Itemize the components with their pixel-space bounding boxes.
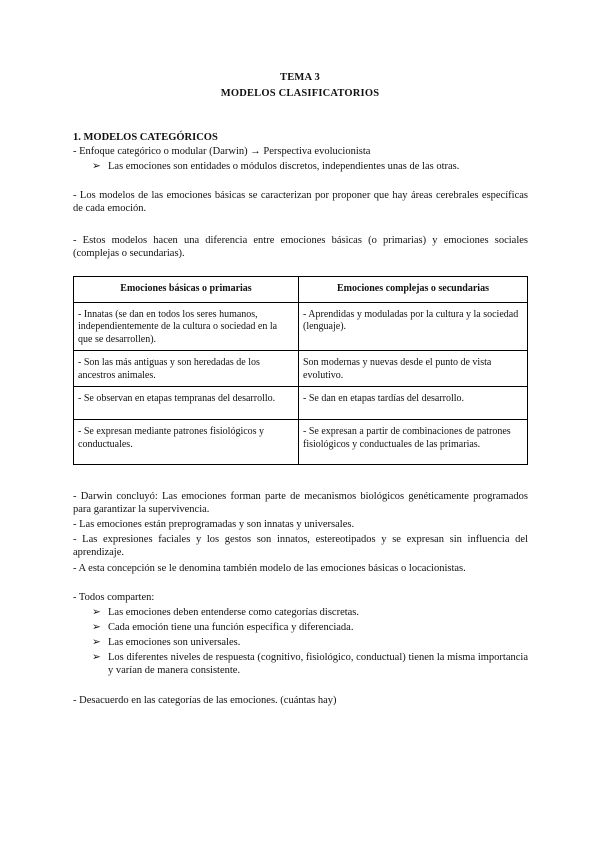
table-cell: - Se expresan a partir de combinaciones de patrones fisiológicos y conductuales de las primarias.	[299, 420, 528, 465]
arrow-bullet-icon: ➢	[92, 622, 101, 633]
arrow-bullet-icon: ➢	[92, 607, 101, 618]
table-header-row	[74, 277, 528, 303]
approach-bullet: Las emociones son entidades o módulos discretos, independientes unas de las otras.	[108, 161, 460, 172]
paragraph-areas: - Los modelos de las emociones básicas se caracterizan por proponer que hay áreas cerebrales específicas de cada emoción.	[73, 190, 528, 214]
list-item: Las emociones son universales.	[108, 637, 241, 648]
emotions-table	[73, 276, 528, 465]
list-item: Cada emoción tiene una función específica y diferenciada.	[108, 622, 354, 633]
table-cell: - Aprendidas y moduladas por la cultura y la sociedad (lenguaje).	[299, 302, 528, 351]
table-cell: - Son las más antiguas y son heredadas de los ancestros animales.	[74, 351, 299, 387]
list-item: Las emociones deben entenderse como categorías discretas.	[108, 607, 360, 618]
table-row	[74, 420, 528, 465]
approach-line: - Enfoque categórico o modular (Darwin) → Perspectiva evolucionista	[73, 146, 371, 157]
table-cell: Son modernas y nuevas desde el punto de vista evolutivo.	[299, 351, 528, 387]
shared-intro: - Todos comparten:	[73, 592, 155, 603]
table-row	[74, 302, 528, 351]
table-cell: - Se observan en etapas tempranas del desarrollo.	[74, 387, 299, 420]
darwin-expressions: - Las expresiones faciales y los gestos son innatos, estereotipados y se expresan sin influencia del aprendizaje.	[73, 534, 528, 558]
table-header-complex: Emociones complejas o secundarias	[299, 277, 528, 303]
theme-number: TEMA 3	[280, 72, 320, 83]
table-cell: - Innatas (se dan en todos los seres humanos, independientemente de la cultura o sociedad en la que se desarrollen).	[74, 302, 299, 351]
document-title: MODELOS CLASIFICATORIOS	[220, 88, 380, 99]
table-cell: - Se expresan mediante patrones fisiológicos y conductuales.	[74, 420, 299, 465]
arrow-bullet-icon: ➢	[92, 637, 101, 648]
section-heading: 1. MODELOS CATEGÓRICOS	[73, 132, 218, 143]
table-row	[74, 387, 528, 420]
darwin-concept: - A esta concepción se le denomina también modelo de las emociones básicas o locacionistas.	[73, 563, 466, 574]
arrow-bullet-icon: ➢	[92, 652, 101, 663]
darwin-conclusion: - Darwin concluyó: Las emociones forman parte de mecanismos biológicos genéticamente programados para garantizar la supervivencia.	[73, 491, 528, 515]
paragraph-difference: - Estos modelos hacen una diferencia entre emociones básicas (o primarias) y emociones sociales (complejas o secundarias).	[73, 235, 528, 259]
table-header-basic: Emociones básicas o primarias	[74, 277, 299, 303]
disagreement-line: - Desacuerdo en las categorías de las emociones. (cuántas hay)	[73, 695, 337, 706]
table-row	[74, 351, 528, 387]
arrow-bullet-icon: ➢	[92, 161, 101, 172]
darwin-innate: - Las emociones están preprogramadas y son innatas y universales.	[73, 519, 355, 530]
list-item: Los diferentes niveles de respuesta (cognitivo, fisiológico, conductual) tienen la misma importancia y varían de manera consistente.	[108, 652, 528, 676]
table-cell: - Se dan en etapas tardías del desarrollo.	[299, 387, 528, 420]
